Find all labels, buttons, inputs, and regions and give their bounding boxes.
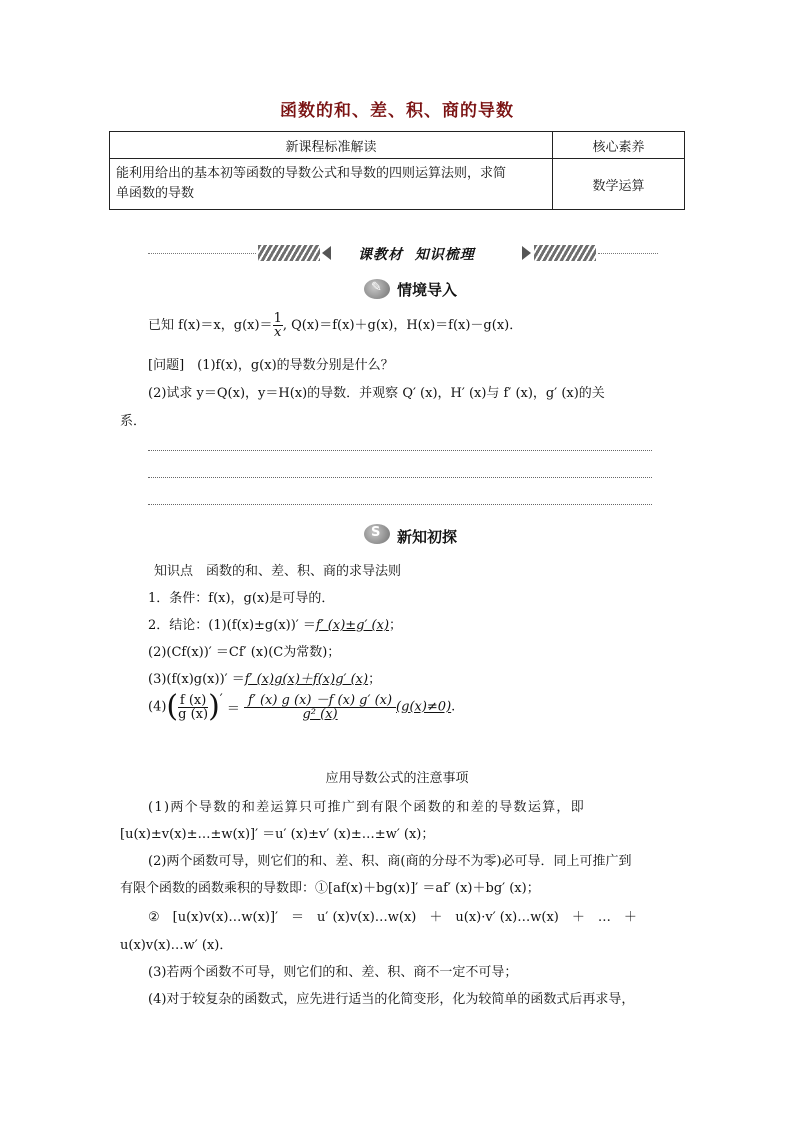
knowledge-rule-1: 2．结论：(1)(f(x)±g(x))′ ＝f′ (x)±g′ (x)；: [148, 618, 403, 633]
section-title-new: 新知初探: [397, 528, 458, 546]
knowledge-rule-4: (4)( $\frac{f (x)}{g (x)}$ )′ ＝ $\frac{f' (x) g (x) -f (x) g' (x)}{\text{g² (x)}}$ (g(x)≠0).: [148, 689, 456, 724]
rule-4-condition: (g(x)≠0): [396, 699, 452, 715]
note-4: (4)对于较复杂的函数式，应先进行适当的化简变形，化为较简单的函数式后再求导，: [148, 992, 635, 1007]
note-2: (2)两个函数可导，则它们的和、差、积、商(商的分母不为零)必可导．同上可推广到: [148, 854, 632, 869]
page-title: 函数的和、差、积、商的导数: [280, 101, 514, 121]
frac-num: 1: [273, 311, 282, 326]
intro-question-1: [问题] (1)f(x)，g(x)的导数分别是什么？: [148, 358, 394, 373]
section-title-intro: 情境导入: [397, 281, 458, 299]
rule-4-inner-fraction: $\frac{f (x)}{g (x)}$: [178, 692, 209, 722]
section-badge-icon: S: [364, 524, 390, 544]
rule-1-answer: f′ (x)±g′ (x): [315, 618, 390, 633]
frac-den: x: [274, 325, 282, 340]
banner-stripe-left: [258, 245, 320, 261]
table-cell-literacy: 数学运算: [553, 159, 685, 210]
note-2-formula-1: 有限个函数的函数乘积的导数即：①[af(x)＋bg(x)]′ ＝af′ (x)＋bg′ (x)；: [120, 881, 540, 896]
banner-arrow-right-icon: [522, 246, 531, 260]
banner-dotline-left: [148, 253, 256, 254]
banner-dotline-right: [598, 253, 658, 254]
rule-3-answer: f′ (x)g(x)＋f(x)g′ (x): [244, 672, 369, 687]
standard-line-1: 能利用给出的基本初等函数的导数公式和导数的四则运算法则，求简: [116, 166, 507, 181]
intro-given-a: 已知 f(x)＝x，g(x)＝: [148, 318, 273, 333]
note-2-formula-2-cont: u(x)v(x)…w′ (x)．: [120, 938, 233, 953]
knowledge-rule-2: (2)(Cf(x))′ ＝Cf′ (x)(C为常数)；: [148, 645, 341, 660]
note-1: (1)两个导数的和差运算只可推广到有限个函数的和差的导数运算，即: [148, 800, 586, 815]
banner-text-left: 课教材: [358, 247, 403, 263]
banner-stripe-right: [534, 245, 596, 261]
note-3: (3)若两个函数不可导，则它们的和、差、积、商不一定不可导；: [148, 965, 518, 980]
note-2-formula-2: ② [u(x)v(x)…w(x)]′ ＝ u′ (x)v(x)…w(x) ＋ u(x)·v′ (x)…w(x) ＋ … ＋: [148, 910, 637, 925]
standard-line-2: 单函数的导数: [116, 186, 195, 201]
intro-given-b: , Q(x)＝f(x)＋g(x)，H(x)＝f(x)－g(x)．: [282, 318, 523, 333]
table-header-literacy: 核心素养: [553, 132, 685, 159]
answer-line-1: [148, 450, 652, 451]
intro-line-1: [148, 312, 522, 339]
fraction-one-over-x: [273, 312, 283, 339]
answer-line-2: [148, 477, 652, 478]
knowledge-rule-3: (3)(f(x)g(x))′ ＝f′ (x)g(x)＋f(x)g′ (x)；: [148, 672, 382, 687]
rule-4-answer-fraction: $\frac{f' (x) g (x) -f (x) g' (x)}{\text{g² (x)}}$: [244, 694, 396, 721]
intro-question-2-cont: 系．: [120, 414, 147, 429]
banner-text-right: 知识梳理: [414, 247, 475, 263]
curriculum-table: [109, 131, 685, 210]
pencil-icon: ✎: [364, 279, 390, 299]
section-banner: [148, 243, 658, 265]
intro-question-2: (2)试求 y＝Q(x)，y＝H(x)的导数．并观察 Q′ (x)，H′ (x)与 f′ (x)，g′ (x)的关: [148, 386, 605, 401]
table-cell-standard: [110, 159, 553, 210]
banner-arrow-left-icon: [322, 246, 331, 260]
note-1-formula: [u(x)±v(x)±…±w(x)]′ ＝u′ (x)±v′ (x)±…±w′ (x)；: [120, 827, 435, 842]
table-header-standard: 新课程标准解读: [110, 132, 553, 159]
notes-heading: 应用导数公式的注意事项: [325, 771, 469, 786]
answer-line-3: [148, 504, 652, 505]
knowledge-heading: 知识点 函数的和、差、积、商的求导法则: [154, 564, 402, 579]
knowledge-condition: 1．条件：f(x)，g(x)是可导的．: [148, 591, 335, 606]
banner-text: [358, 244, 475, 264]
